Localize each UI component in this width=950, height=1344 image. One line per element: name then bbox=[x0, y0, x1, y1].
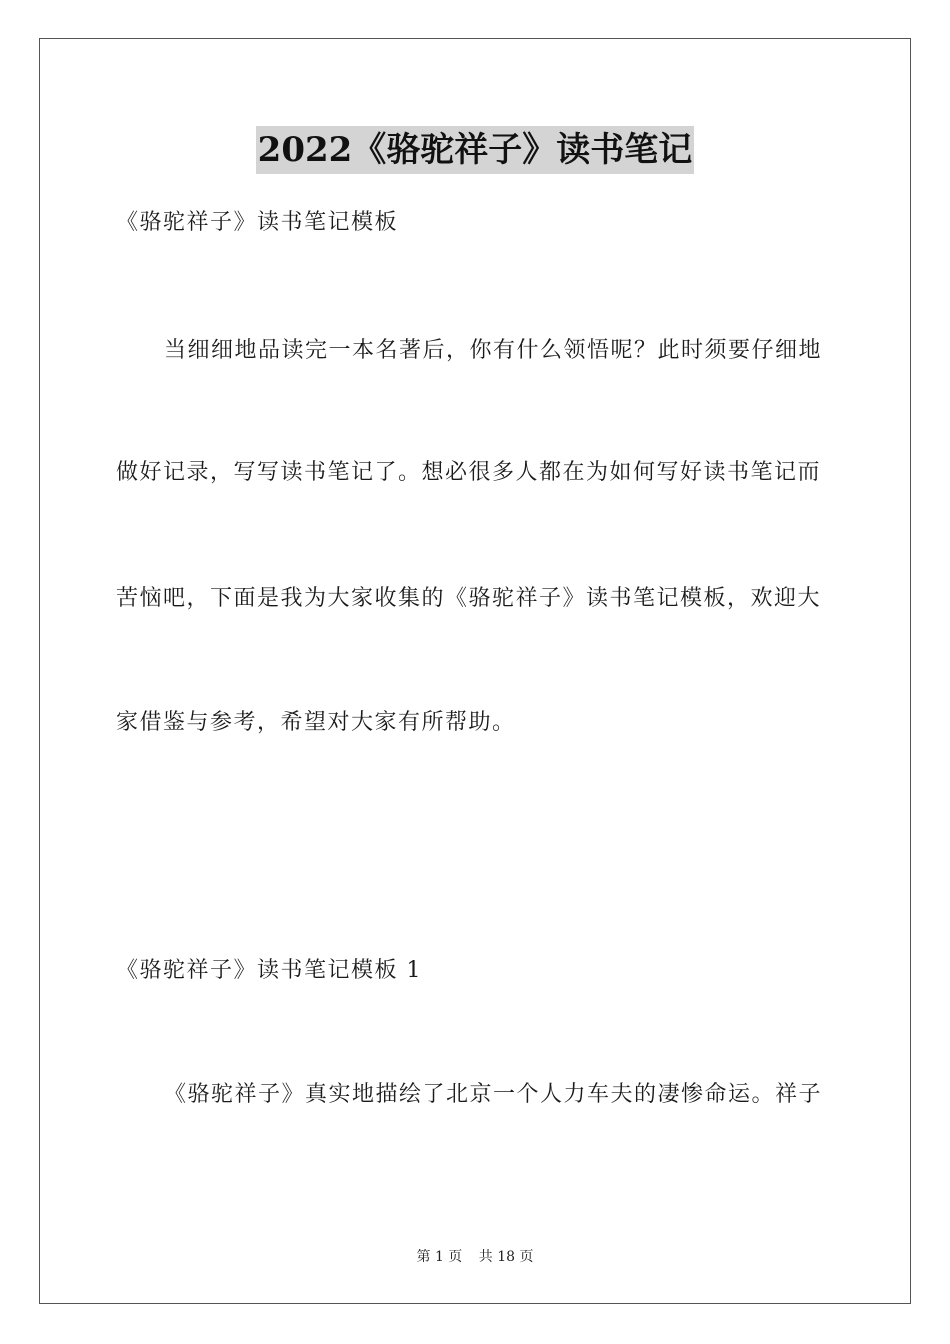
page-number-current: 第 1 页 bbox=[416, 1249, 463, 1265]
document-title: 2022《骆驼祥子》读书笔记 bbox=[256, 126, 695, 174]
section-line-1: 《骆驼祥子》真实地描绘了北京一个人力车夫的凄惨命运。祥子 bbox=[164, 1082, 823, 1107]
intro-line-4: 家借鉴与参考，希望对大家有所帮助。 bbox=[116, 710, 516, 735]
intro-line-3: 苦恼吧，下面是我为大家收集的《骆驼祥子》读书笔记模板，欢迎大 bbox=[116, 586, 822, 611]
title-container bbox=[0, 126, 950, 174]
section-heading: 《骆驼祥子》读书笔记模板 1 bbox=[116, 958, 422, 983]
page-number-total: 共 18 页 bbox=[478, 1249, 534, 1265]
page-footer bbox=[0, 1247, 950, 1267]
intro-line-2: 做好记录，写写读书笔记了。想必很多人都在为如何写好读书笔记而 bbox=[116, 460, 822, 485]
document-subtitle: 《骆驼祥子》读书笔记模板 bbox=[116, 210, 399, 235]
intro-line-1: 当细细地品读完一本名著后，你有什么领悟呢？此时须要仔细地 bbox=[164, 338, 823, 363]
